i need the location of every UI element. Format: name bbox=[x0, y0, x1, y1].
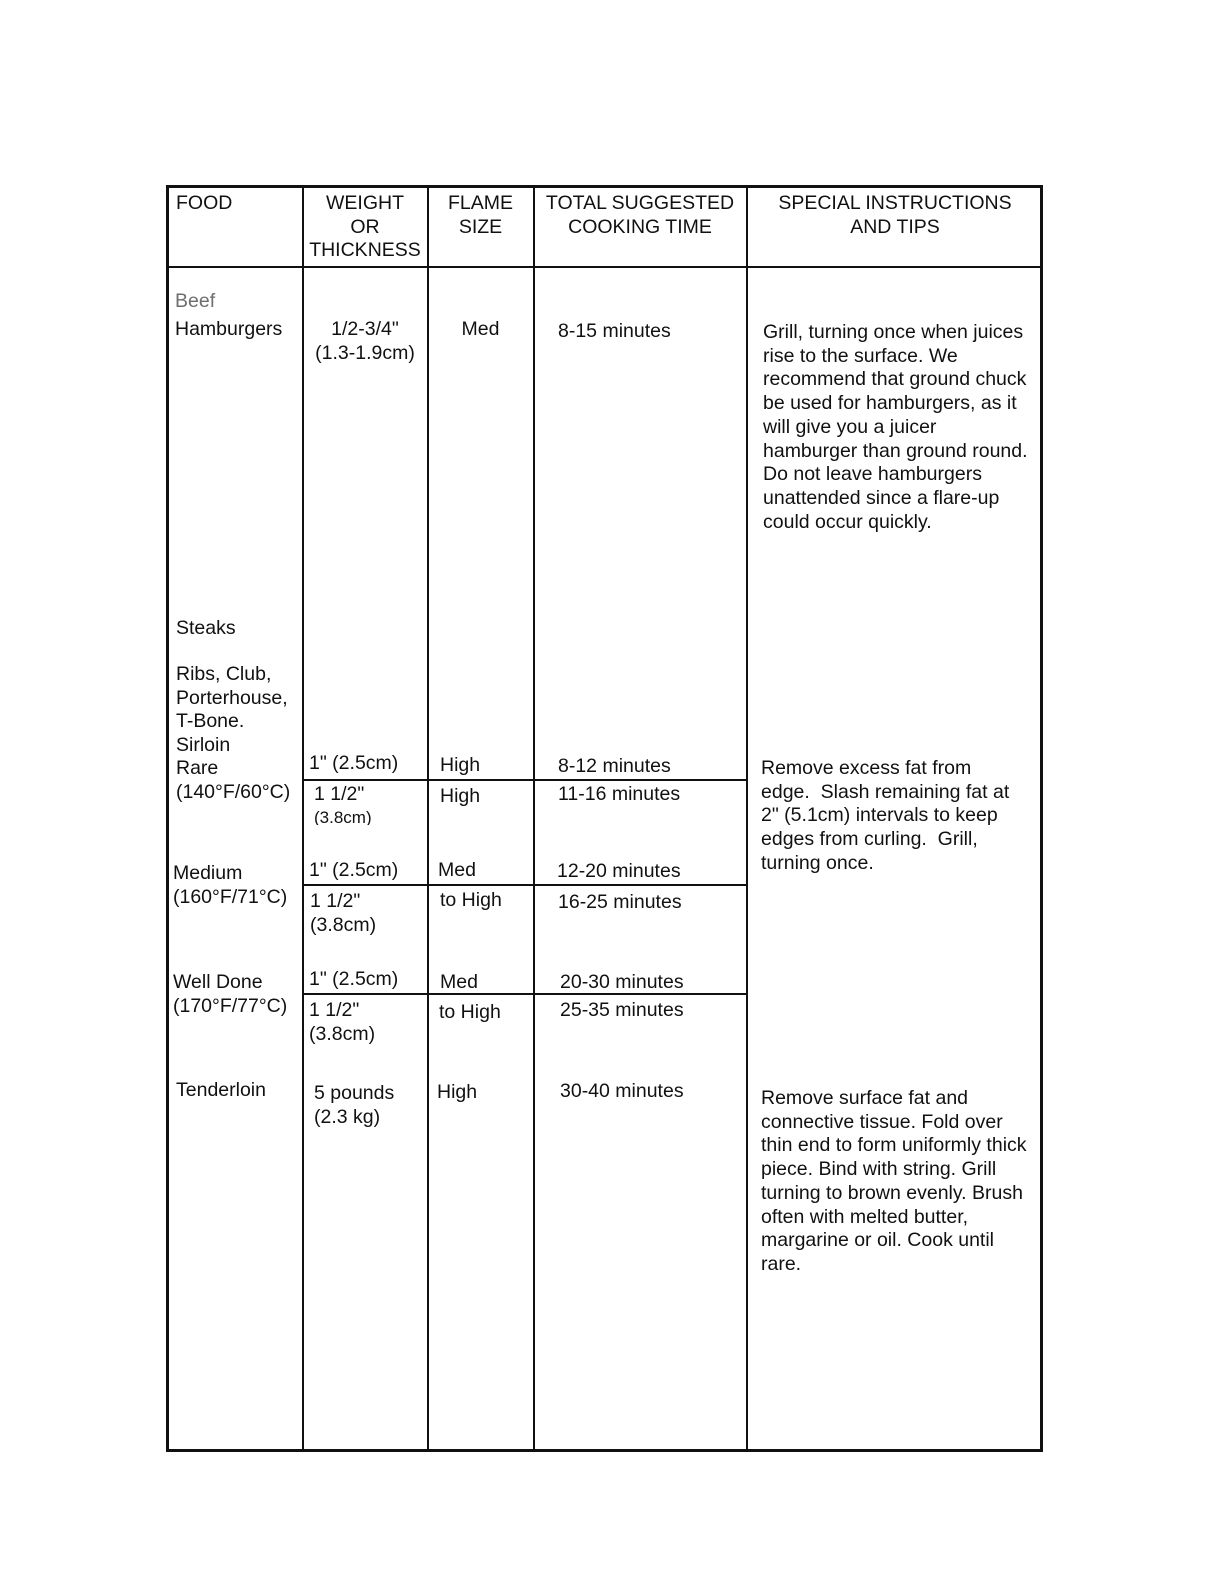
column-divider bbox=[533, 185, 535, 1452]
rare-time-1: 8-12 minutes bbox=[558, 755, 671, 777]
header-weight: WEIGHT OR THICKNESS bbox=[309, 192, 421, 262]
well-done-flame-1: Med bbox=[440, 971, 478, 993]
medium-weight-2: 1 1/2" (3.8cm) bbox=[310, 890, 377, 936]
tenderloin-flame: High bbox=[437, 1081, 478, 1103]
tenderloin-tips: Remove surface fat and connective tissue. Fold over thin end to form uniformly thick piece. Bind with string. Grill turning to brown evenly. Brush often with melted butter, margarine or oil. Cook until rare. bbox=[761, 1087, 1027, 1275]
rare-weight-1: 1" (2.5cm) bbox=[309, 752, 399, 774]
medium-time-1: 12-20 minutes bbox=[557, 860, 681, 882]
column-divider bbox=[302, 185, 304, 1452]
header-cooking-time: TOTAL SUGGESTED COOKING TIME bbox=[545, 192, 735, 238]
header-instructions: SPECIAL INSTRUCTIONS AND TIPS bbox=[778, 192, 1012, 238]
well-done-label: Well Done (170°F/77°C) bbox=[173, 971, 288, 1017]
well-done-flame-2: to High bbox=[439, 1001, 501, 1023]
medium-flame-2: to High bbox=[440, 889, 502, 911]
rare-weight-2-metric: (3.8cm) bbox=[314, 808, 372, 825]
hamburgers-flame: Med bbox=[461, 318, 500, 340]
hamburgers-time: 8-15 minutes bbox=[558, 320, 671, 342]
column-divider bbox=[746, 185, 748, 1452]
grilling-chart bbox=[166, 185, 1043, 1452]
medium-flame-1: Med bbox=[438, 859, 476, 881]
medium-weight-1: 1" (2.5cm) bbox=[309, 859, 399, 881]
well-done-time-1: 20-30 minutes bbox=[560, 971, 684, 993]
rare-flame-1: High bbox=[440, 754, 481, 776]
hamburgers-weight: 1/2-3/4" (1.3-1.9cm) bbox=[315, 318, 415, 364]
beef-label: Beef bbox=[175, 290, 216, 312]
steaks-tips: Remove excess fat from edge. Slash remaining fat at 2" (5.1cm) intervals to keep edges from curling. Grill, turning once. bbox=[761, 757, 1010, 874]
rare-time-2: 11-16 minutes bbox=[558, 783, 681, 805]
medium-time-2: 16-25 minutes bbox=[558, 891, 682, 913]
hamburgers-label: Hamburgers bbox=[175, 318, 283, 340]
header-flame-size: FLAME SIZE bbox=[447, 192, 513, 238]
rare-label: Rare (140°F/60°C) bbox=[176, 757, 291, 803]
header-divider bbox=[166, 266, 1043, 268]
rare-weight-2-metric-clip bbox=[312, 808, 422, 825]
rare-weight-2: 1 1/2" bbox=[314, 783, 365, 805]
row-divider bbox=[303, 884, 748, 886]
hamburgers-tips: Grill, turning once when juices rise to the surface. We recommend that ground chuck be used for hamburgers, as it will give you a juicer hamburger than ground round. Do not leave hamburgers unattended since a flare-up could occur quickly. bbox=[763, 321, 1028, 533]
header-food: FOOD bbox=[176, 192, 233, 214]
steaks-label: Steaks bbox=[176, 617, 236, 639]
tenderloin-label: Tenderloin bbox=[176, 1079, 266, 1101]
row-divider bbox=[303, 779, 748, 781]
tenderloin-time: 30-40 minutes bbox=[560, 1080, 684, 1102]
well-done-time-2: 25-35 minutes bbox=[560, 999, 684, 1021]
well-done-weight-1: 1" (2.5cm) bbox=[309, 968, 399, 990]
well-done-weight-2: 1 1/2" (3.8cm) bbox=[309, 999, 376, 1045]
column-divider bbox=[427, 185, 429, 1452]
rare-flame-2: High bbox=[440, 785, 481, 807]
steak-cuts-label: Ribs, Club, Porterhouse, T-Bone. Sirloin bbox=[176, 663, 288, 757]
tenderloin-weight: 5 pounds (2.3 kg) bbox=[314, 1082, 395, 1128]
medium-label: Medium (160°F/71°C) bbox=[173, 862, 288, 908]
